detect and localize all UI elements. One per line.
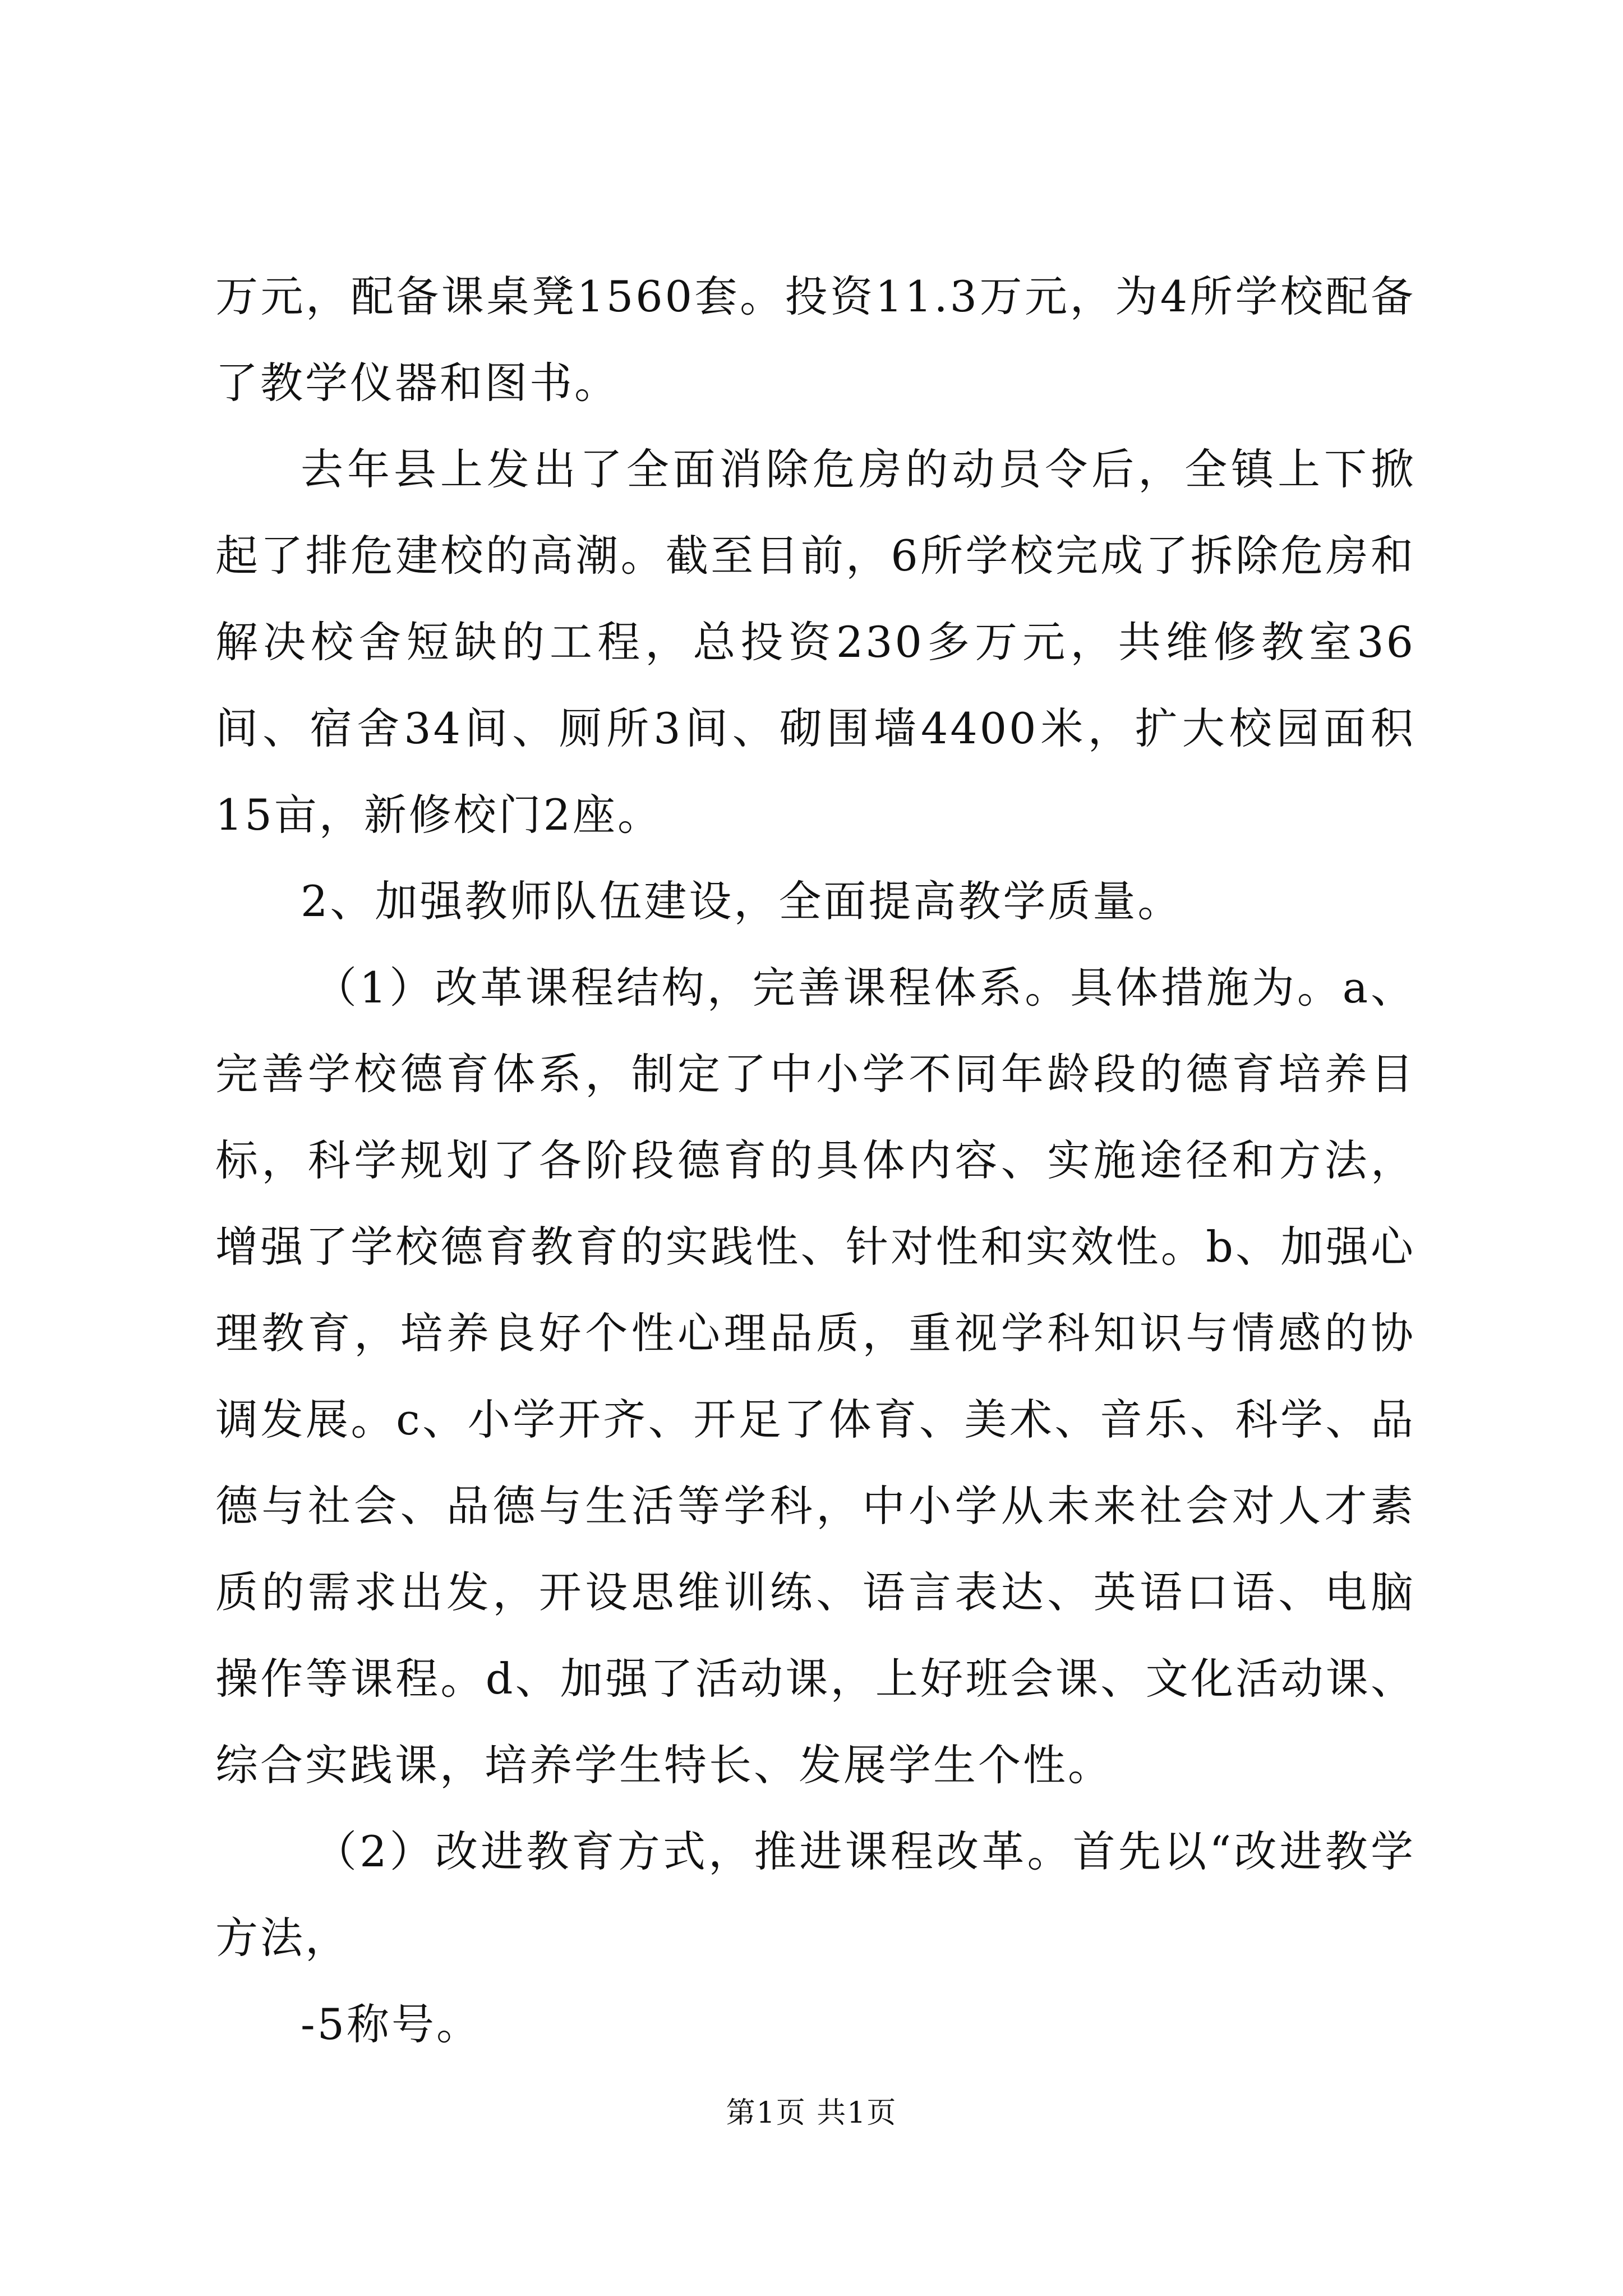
- paragraph-title-fragment: -5称号。: [301, 1999, 482, 2049]
- paragraph-teaching-methods: （2）改进教育方式，推进课程改革。首先以“改进教学方法，: [215, 1826, 1415, 1963]
- paragraph-equipment-investment: 万元，配备课桌凳1560套。投资11.3万元，为4所学校配备了教学仪器和图书。: [215, 272, 1415, 408]
- paragraph-curriculum-reform: （1）改革课程结构，完善课程体系。具体措施为。a、完善学校德育体系，制定了中小学不同年龄段的德育培养目标，科学规划了各阶段德育的具体内容、实施途径和方法，增强了学校德育教育的实践性、针对性和实效性。b、加强心理教育，培养良好个性心理品质，重视学科知识与情感的协调发展。c、小学开齐、开足了体育、美术、音乐、科学、品德与社会、品德与生活等学科，中小学从未来社会对人才素质的需求出发，开设思维训练、语言表达、英语口语、电脑操作等课程。d、加强了活动课，上好班会课、文化活动课、综合实践课，培养学生特长、发展学生个性。: [215, 963, 1415, 1790]
- paragraph-dangerous-buildings: 去年县上发出了全面消除危房的动员令后，全镇上下掀起了排危建校的高潮。截至目前，6所学校完成了拆除危房和解决校舍短缺的工程，总投资230多万元，共维修教室36间、宿舍34间、厕所3间、砌围墙4400米，扩大校园面积15亩，新修校门2座。: [215, 444, 1415, 840]
- page-footer: 第1页 共1页: [726, 2096, 897, 2130]
- section-heading-teacher-team: 2、加强教师队伍建设，全面提高教学质量。: [301, 876, 1183, 926]
- document-body: [215, 254, 1415, 2068]
